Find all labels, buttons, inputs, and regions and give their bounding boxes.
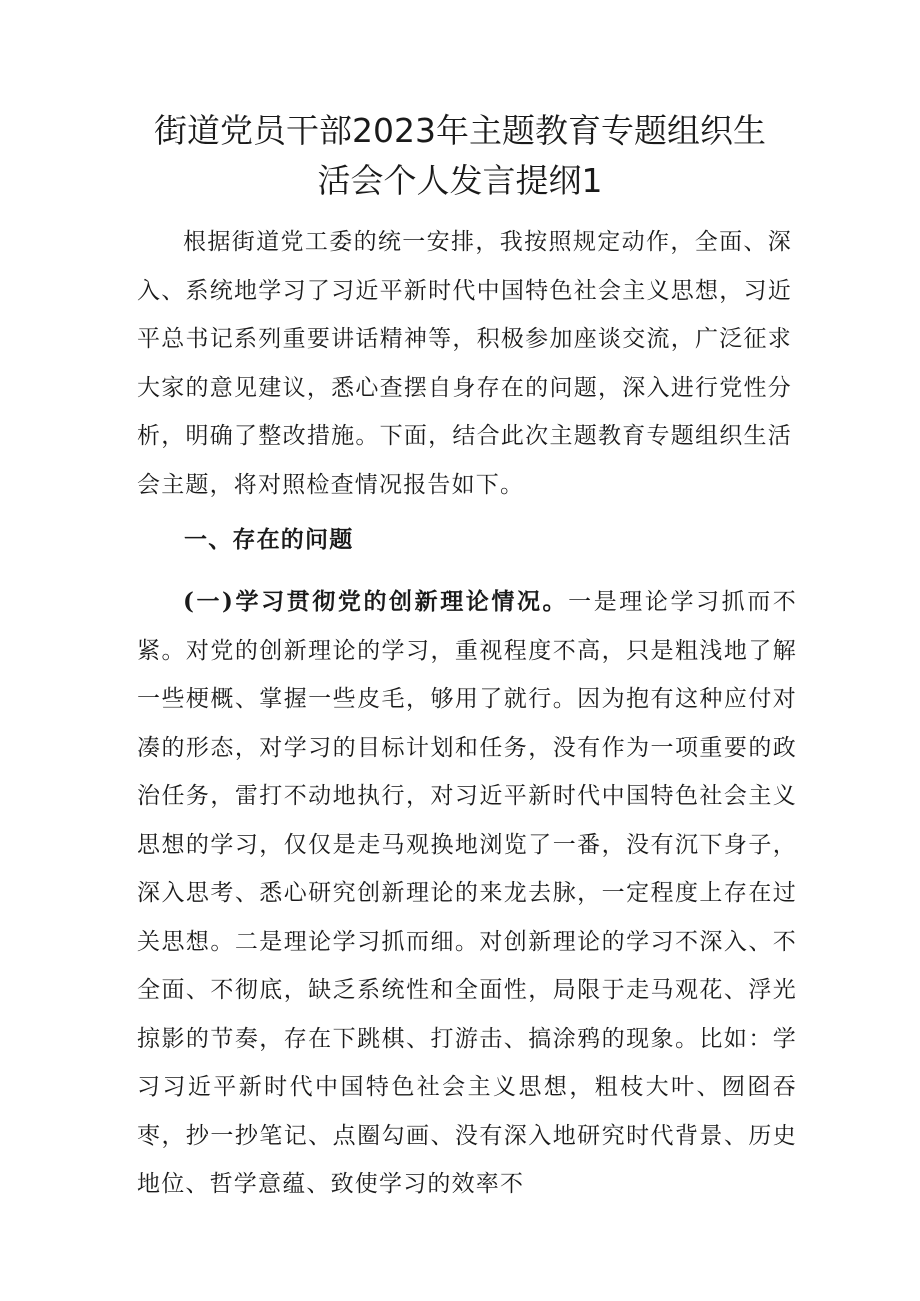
document-title xyxy=(120,106,800,206)
title-line-1: 街道党员干部2023年主题教育专题组织生 xyxy=(154,111,766,150)
section-heading-problems: 一、存在的问题 xyxy=(184,526,354,553)
subsection-paragraph-theory-study xyxy=(137,578,797,1209)
title-line-2: 活会个人发言提纲1 xyxy=(317,161,603,200)
subsection-lead-heading: (一)学习贯彻党的创新理论情况。 xyxy=(183,588,569,615)
intro-paragraph: 根据街道党工委的统一安排，我按照规定动作，全面、深入、系统地学习了习近平新时代中国特色社会主义思想，习近平总书记系列重要讲话精神等，积极参加座谈交流，广泛征求大家的意见建议，悉心查摆自身存在的问题，深入进行党性分析，明确了整改措施。下面，结合此次主题教育专题组织生活会主题，将对照检查情况报告如下。 xyxy=(137,229,792,498)
subsection-body-text: 一是理论学习抓而不紧。对党的创新理论的学习，重视程度不高，只是粗浅地了解一些梗概、掌握一些皮毛，够用了就行。因为抱有这种应付对凑的形态，对学习的目标计划和任务，没有作为一项重要的政治任务，雷打不动地执行，对习近平新时代中国特色社会主义思想的学习，仅仅是走马观换地浏览了一番，没有沉下身子，深入思考、悉心研究创新理论的来龙去脉，一定程度上存在过关思想。二是理论学习抓而细。对创新理论的学习不深入、不全面、不彻底，缺乏系统性和全面性，局限于走马观花、浮光掠影的节奏，存在下跳棋、打游击、搞涂鸦的现象。比如：学习习近平新时代中国特色社会主义思想，粗枝大叶、囫囵吞枣，抄一抄笔记、点圈勾画、没有深入地研究时代背景、历史地位、哲学意蕴、致使学习的效率不 xyxy=(137,589,797,1197)
